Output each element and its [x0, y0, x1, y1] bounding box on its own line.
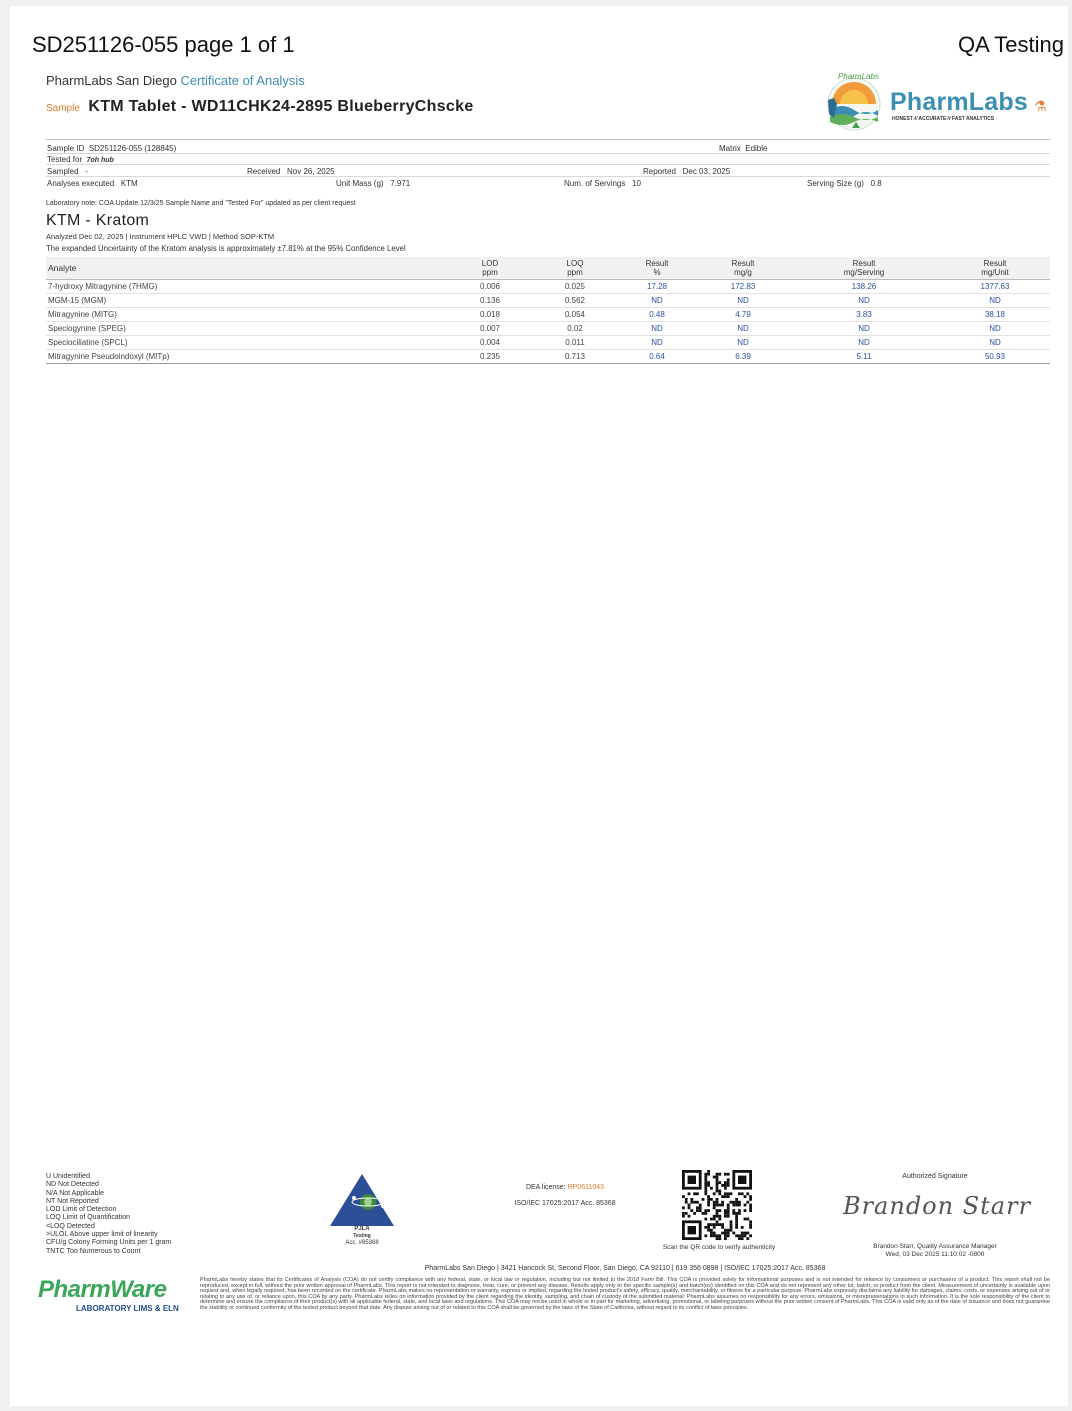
info-divider [46, 153, 1050, 154]
pjla-badge [328, 1172, 396, 1250]
uncertainty-note: The expanded Uncertainty of the Kratom analysis is approximately ±7.81% at the 95% Confidence Level [46, 244, 406, 253]
logo-tagline: HONEST ⁄\⁄ ACCURATE ⁄\⁄ FAST ANALYTICS [892, 116, 995, 122]
value-cell: 0.006 [446, 280, 534, 294]
legend-item: N/A Not Applicable [46, 1189, 104, 1197]
value-cell: 5.11 [788, 350, 940, 364]
col-header: Result mg/Unit [940, 257, 1050, 280]
page-id: SD251126-055 page 1 of 1 [32, 32, 295, 57]
qr-caption: Scan the QR code to verify authenticity [662, 1244, 776, 1251]
value-cell: 0.004 [446, 336, 534, 350]
logo-arc-text: PharmLabs [838, 72, 879, 81]
table-row [46, 308, 1050, 322]
analyte-cell: Speciogynine (SPEG) [46, 322, 446, 336]
sampled-field: Sampled - [47, 167, 88, 176]
value-cell: 0.235 [446, 350, 534, 364]
lab-name: PharmLabs San Diego [46, 73, 177, 88]
dea-license: DEA license: RP0611043 [525, 1184, 605, 1191]
legal-disclaimer: PharmLabs hereby states that its Certificates of Analysis (COA) do not certify compliance with any federal, state, or local law or regulation, including but not limited to the 2018 Farm Bill. This COA is provided solely for informational purposes and is not intended for reliance by consumers or purchasers of a product. This report shall not be reproduced, except in full, without the prior written approval of PharmLabs. This report is not intended to diagnose, treat, cure, or prevent any disease. Results apply only to the specific sample(s) and batch(es) identified on this COA and do not represent any other lot, batch, or product from the client. Measurement of uncertainty is available upon request and, when legally required, has been recorded on the certificate. PharmLabs makes no representation or warranty, express or implied, regarding the tested product's safety, efficacy, quality, merchantability, or fitness for a particular purpose. PharmLabs expressly disclaims any liability for damages, claims, costs, or expenses arising out of or relating to any use of, or reliance upon, this COA by any party. PharmLabs relies on information provided by the client regarding the identity, sampling, and chain of custody of the submitted material; PharmLabs assumes no responsibility for any errors, omissions, or misrepresentations in such information. It is the sole responsibility of the client to determine and ensure the compliance of their product(s) with all applicable federal, state, and local laws and regulations. This COA may not be used in whole or in part for marketing, advertising, promotional, or labeling purposes without the prior written consent of PharmLabs. This COA is valid only as of the date of issuance and does not guarantee the stability or continued conformity of the tested product beyond that date. Any dispute arising out of or related to this COA shall be governed by the laws of the State of California, without regard to its conflict of laws principles. [200, 1277, 1050, 1311]
value-cell: ND [698, 322, 788, 336]
unit-mass-field: Unit Mass (g) 7.971 [336, 179, 411, 188]
sample-name: KTM Tablet - WD11CHK24-2895 BlueberryChscke [88, 98, 474, 115]
col-header: Result mg/Serving [788, 257, 940, 280]
analyte-cell: Speciociliatine (SPCL) [46, 336, 446, 350]
pharmware-logo [38, 1276, 188, 1326]
pjla-sub: Testing [353, 1233, 371, 1239]
value-cell: ND [788, 322, 940, 336]
legend-item: NT Not Reported [46, 1197, 99, 1205]
value-cell: ND [616, 322, 698, 336]
lab-header [46, 73, 305, 88]
value-cell: ND [788, 294, 940, 308]
serving-size-field: Serving Size (g) 0.8 [807, 179, 882, 188]
col-header: Result mg/g [698, 257, 788, 280]
table-row [46, 322, 1050, 336]
info-divider [46, 164, 1050, 165]
col-header: LOQ ppm [534, 257, 616, 280]
col-header: LOD ppm [446, 257, 534, 280]
col-header: Analyte [46, 257, 446, 280]
pjla-triangle-icon [328, 1172, 396, 1228]
analyte-cell: Mitragynine Pseudoindoxyl (MITp) [46, 350, 446, 364]
value-cell: ND [940, 294, 1050, 308]
svg-text:⚗: ⚗ [1034, 99, 1047, 115]
legend-item: TNTC Too Numerous to Count [46, 1247, 141, 1255]
analyte-cell: Mitragynine (MITG) [46, 308, 446, 322]
table-row [46, 336, 1050, 350]
qr-code[interactable] [682, 1170, 752, 1240]
value-cell: 50.93 [940, 350, 1050, 364]
info-divider [46, 139, 1050, 140]
sample-id-field: Sample ID SD251126-055 (128845) [47, 144, 177, 153]
value-cell: 4.79 [698, 308, 788, 322]
value-cell: 0.011 [534, 336, 616, 350]
legend-item: >ULOL Above upper limit of linearity [46, 1231, 158, 1239]
tested-for-field: Tested for 7oh hub [47, 155, 114, 164]
value-cell: 17.28 [616, 280, 698, 294]
qa-label: QA Testing [958, 32, 1064, 57]
value-cell: 172.83 [698, 280, 788, 294]
value-cell: 0.136 [446, 294, 534, 308]
analyte-cell: 7-hydroxy Mitragynine (7HMG) [46, 280, 446, 294]
analyte-cell: MGM-15 (MGM) [46, 294, 446, 308]
value-cell: 1377.63 [940, 280, 1050, 294]
value-cell: 0.025 [534, 280, 616, 294]
legend-item: LOQ Limit of Quantification [46, 1214, 131, 1222]
sample-header [46, 98, 474, 116]
legend-item: LOD Limit of Detection [46, 1206, 117, 1214]
value-cell: ND [788, 336, 940, 350]
col-header: Result % [616, 257, 698, 280]
value-cell: ND [616, 294, 698, 308]
legend-item: CFU/g Colony Forming Units per 1 gram [46, 1239, 172, 1247]
iso-accreditation: ISO/IEC 17025:2017 Acc. 85368 [514, 1200, 616, 1207]
pharmlabs-logo [822, 70, 1048, 132]
value-cell: ND [698, 336, 788, 350]
analysis-meta: Analyzed Dec 02, 2025 | Instrument HPLC VWD | Method SOP-KTM [46, 232, 275, 241]
servings-field: Num. of Servings 10 [564, 179, 641, 188]
signature-title: Authorized Signature [902, 1173, 968, 1180]
value-cell: 0.713 [534, 350, 616, 364]
info-divider [46, 176, 1050, 177]
value-cell: 38.18 [940, 308, 1050, 322]
value-cell: 0.562 [534, 294, 616, 308]
pharmware-logo-text: PharmWare [38, 1276, 167, 1303]
coa-label: Certificate of Analysis [180, 73, 305, 88]
value-cell: 3.83 [788, 308, 940, 322]
signature-date: Wed, 03 Dec 2025 11:10:02 -0800 [885, 1251, 985, 1258]
matrix-field: Matrix Edible [719, 144, 768, 153]
value-cell: 138.26 [788, 280, 940, 294]
analyses-field: Analyses executed KTM [47, 179, 138, 188]
value-cell: 6.39 [698, 350, 788, 364]
sample-label: Sample [46, 103, 80, 114]
value-cell: 0.02 [534, 322, 616, 336]
reported-field: Reported Dec 03, 2025 [643, 167, 731, 176]
footer-address: PharmLabs San Diego | 3421 Hancock St, Second Floor, San Diego, CA 92110 | 619 356 0898 | ISO/IEC 17025:2017 Acc. 85368 [424, 1265, 826, 1272]
signature-name: Brandon Starr, Quality Assurance Manager [873, 1243, 997, 1250]
pharmware-sub: LABORATORY LIMS & ELN [76, 1304, 179, 1313]
value-cell: 0.64 [616, 350, 698, 364]
logo-text: PharmLabs [890, 88, 1028, 116]
received-field: Received Nov 26, 2025 [247, 167, 335, 176]
pjla-name: PJLA [354, 1226, 370, 1232]
lab-note: Laboratory note: COA Update 12/3/25 Sample Name and "Tested For" updated as per client request [46, 200, 356, 207]
section-title: KTM - Kratom [46, 212, 150, 229]
results-table [46, 257, 1050, 364]
coa-page [10, 6, 1068, 1406]
value-cell: 0.018 [446, 308, 534, 322]
value-cell: 0.007 [446, 322, 534, 336]
value-cell: ND [940, 336, 1050, 350]
value-cell: 0.48 [616, 308, 698, 322]
value-cell: ND [940, 322, 1050, 336]
value-cell: ND [616, 336, 698, 350]
table-row [46, 280, 1050, 294]
table-row [46, 294, 1050, 308]
qr-code-icon [682, 1170, 752, 1240]
value-cell: 0.054 [534, 308, 616, 322]
signature-script: Brandon Starr [842, 1192, 1032, 1220]
pjla-acc: Acc. #85368 [345, 1240, 379, 1246]
legend-item: <LOQ Detected [46, 1222, 95, 1230]
value-cell: ND [698, 294, 788, 308]
legend-item: ND Not Detected [46, 1181, 99, 1189]
legend-item: U Unidentified [46, 1173, 90, 1180]
abbreviation-legend [46, 1173, 171, 1256]
table-header-row [46, 257, 1050, 280]
table-row [46, 350, 1050, 364]
